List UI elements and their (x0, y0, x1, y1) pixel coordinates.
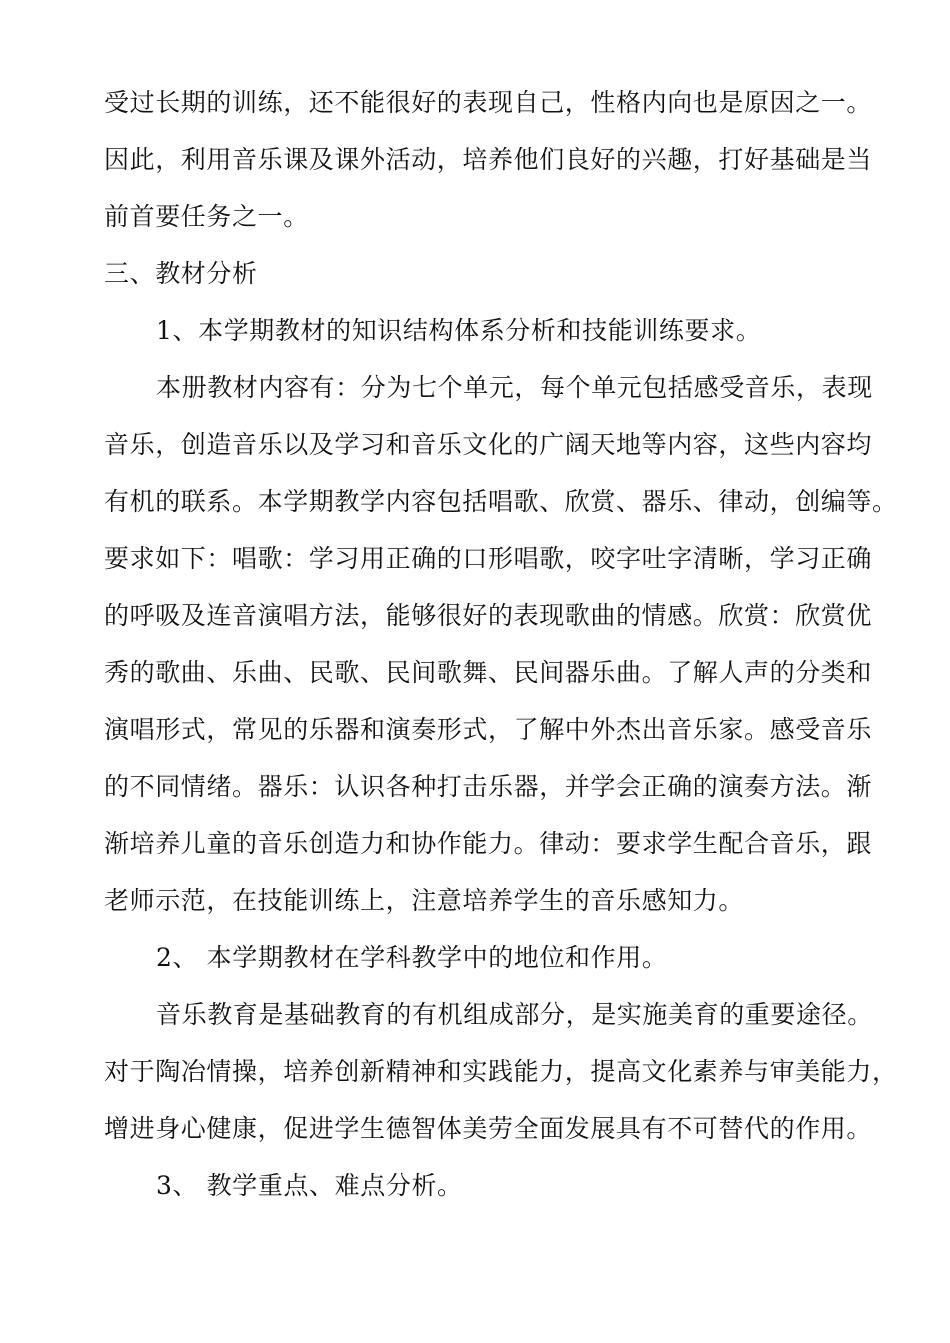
subsection-heading: 3、 教学重点、难点分析。 (156, 1171, 463, 1200)
paragraph-line: 音乐，创造音乐以及学习和音乐文化的广阔天地等内容，这些内容均 (104, 430, 873, 459)
subsection-heading: 1、本学期教材的知识结构体系分析和技能训练要求。 (156, 316, 762, 345)
paragraph-line: 对于陶冶情操，培养创新精神和实践能力，提高文化素养与审美能力， (104, 1057, 898, 1086)
paragraph-line: 的不同情绪。器乐：认识各种打击乐器，并学会正确的演奏方法。渐 (104, 772, 873, 801)
subsection-heading: 2、 本学期教材在学科教学中的地位和作用。 (156, 943, 668, 972)
paragraph-line: 的呼吸及连音演唱方法，能够很好的表现歌曲的情感。欣赏：欣赏优 (104, 601, 873, 630)
paragraph-line: 前首要任务之一。 (104, 202, 309, 231)
paragraph-line: 音乐教育是基础教育的有机组成部分，是实施美育的重要途径。 (156, 1000, 873, 1029)
paragraph-line: 受过长期的训练，还不能很好的表现自己，性格内向也是原因之一。 (104, 88, 873, 117)
paragraph-line: 渐培养儿童的音乐创造力和协作能力。律动：要求学生配合音乐，跟 (104, 829, 873, 858)
paragraph-line: 要求如下：唱歌：学习用正确的口形唱歌，咬字吐字清晰，学习正确 (104, 544, 873, 573)
paragraph-line: 有机的联系。本学期教学内容包括唱歌、欣赏、器乐、律动，创编等。 (104, 487, 898, 516)
paragraph-line: 演唱形式，常见的乐器和演奏形式，了解中外杰出音乐家。感受音乐 (104, 715, 873, 744)
section-heading: 三、教材分析 (104, 259, 258, 288)
paragraph-line: 老师示范，在技能训练上，注意培养学生的音乐感知力。 (104, 886, 745, 915)
paragraph-line: 本册教材内容有：分为七个单元，每个单元包括感受音乐，表现 (156, 373, 873, 402)
paragraph-line: 增进身心健康，促进学生德智体美劳全面发展具有不可替代的作用。 (104, 1114, 873, 1143)
paragraph-line: 秀的歌曲、乐曲、民歌、民间歌舞、民间器乐曲。了解人声的分类和 (104, 658, 873, 687)
paragraph-line: 因此，利用音乐课及课外活动，培养他们良好的兴趣，打好基础是当 (104, 145, 873, 174)
